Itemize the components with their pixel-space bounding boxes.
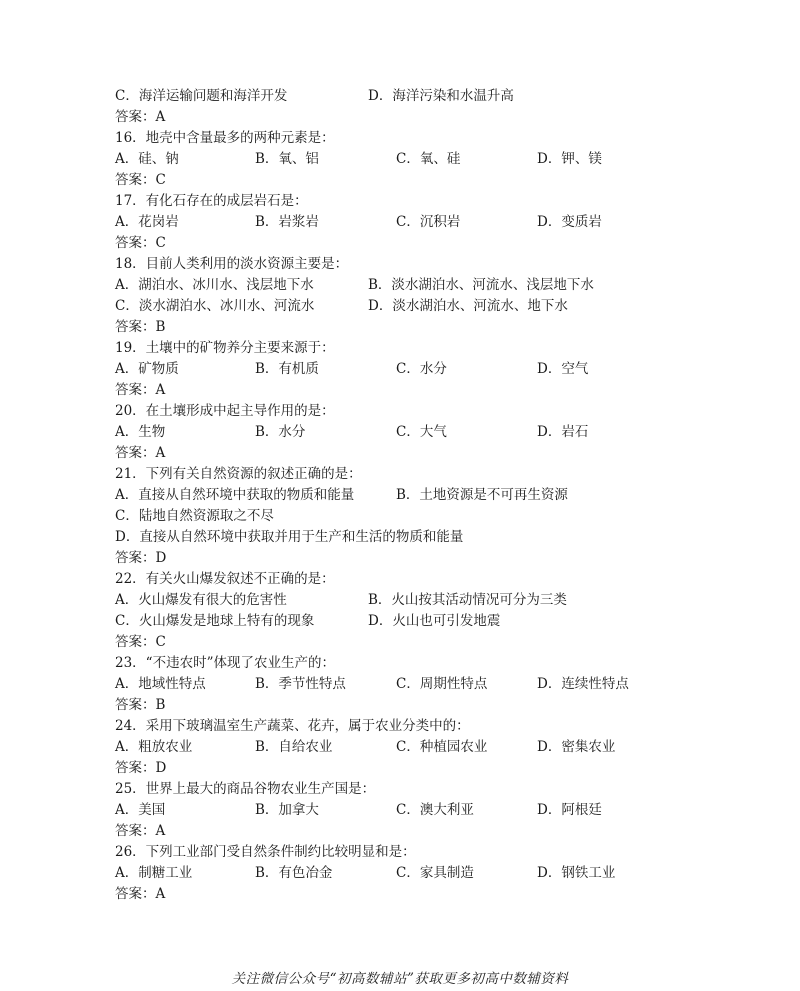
- option-b: B．岩浆岩: [255, 214, 319, 230]
- question-block: [115, 569, 715, 653]
- option-b: B．有机质: [255, 361, 319, 377]
- option-a: A．直接从自然环境中获取的物质和能量: [115, 487, 355, 503]
- question-list: [115, 128, 715, 905]
- option-a: A．制糖工业: [115, 865, 193, 881]
- answer-line: 答案：C: [115, 634, 166, 650]
- question-block: [115, 128, 715, 191]
- question-stem: 17．有化石存在的成层岩石是：: [115, 193, 308, 209]
- options-row: [115, 590, 715, 611]
- option-c: C．沉积岩: [396, 214, 461, 230]
- option-a: A．湖泊水、冰川水、浅层地下水: [115, 277, 314, 293]
- answer-line: 答案：B: [115, 319, 166, 335]
- answer-line: 答案：D: [115, 760, 167, 776]
- question-stem: 16．地壳中含量最多的两种元素是：: [115, 130, 335, 146]
- options-row: [115, 422, 715, 443]
- options-row: [115, 359, 715, 380]
- option-d: D．海洋污染和水温升高: [368, 88, 514, 104]
- option-c: C．火山爆发是地球上特有的现象: [115, 613, 315, 629]
- question-block: [115, 254, 715, 338]
- question-stem: 25．世界上最大的商品谷物农业生产国是：: [115, 781, 376, 797]
- question-stem: 20．在土壤形成中起主导作用的是：: [115, 403, 335, 419]
- options-row: [115, 800, 715, 821]
- option-d: D．淡水湖泊水、河流水、地下水: [368, 298, 568, 314]
- option-a: A．花岗岩: [115, 214, 179, 230]
- answer-line: 答案：C: [115, 172, 166, 188]
- question-stem: 22．有关火山爆发叙述不正确的是：: [115, 571, 335, 587]
- question-stem: 18．目前人类利用的淡水资源主要是：: [115, 256, 349, 272]
- options-row: [115, 149, 715, 170]
- answer-line: 答案：C: [115, 235, 166, 251]
- option-a: A．粗放农业: [115, 739, 193, 755]
- question-stem: 26．下列工业部门受自然条件制约比较明显和是：: [115, 844, 416, 860]
- question-stem: 19．土壤中的矿物养分主要来源于：: [115, 340, 335, 356]
- options-row: [115, 863, 715, 884]
- question-block: [115, 779, 715, 842]
- options-row: [115, 527, 715, 548]
- answer-line: 答案：A: [115, 823, 166, 839]
- options-row: [115, 485, 715, 506]
- option-d: D．变质岩: [537, 214, 602, 230]
- option-b: B．氧、铝: [255, 151, 319, 167]
- options-row: [115, 275, 715, 296]
- option-a: A．硅、钠: [115, 151, 179, 167]
- option-d: D．密集农业: [537, 739, 616, 755]
- question-block: [115, 401, 715, 464]
- answer-line: 答案：A: [115, 382, 166, 398]
- option-d: D．连续性特点: [537, 676, 629, 692]
- question-block: [115, 842, 715, 905]
- document-body: [115, 86, 715, 905]
- answer-line: 答案：A: [115, 109, 166, 125]
- option-c: C．淡水湖泊水、冰川水、河流水: [115, 298, 315, 314]
- option-a: A．地域性特点: [115, 676, 206, 692]
- option-c: C．澳大利亚: [396, 802, 474, 818]
- answer-line: 答案：A: [115, 445, 166, 461]
- option-d: D．阿根廷: [537, 802, 602, 818]
- options-row: [115, 212, 715, 233]
- question-block: [115, 716, 715, 779]
- option-b: B．自给农业: [255, 739, 333, 755]
- answer-line: 答案：B: [115, 697, 166, 713]
- option-c: C．陆地自然资源取之不尽: [115, 508, 274, 524]
- question-block: [115, 653, 715, 716]
- option-c: C．海洋运输问题和海洋开发: [115, 88, 288, 104]
- option-a: A．火山爆发有很大的危害性: [115, 592, 287, 608]
- answer-line: 答案：A: [115, 886, 166, 902]
- option-b: B．淡水湖泊水、河流水、浅层地下水: [368, 277, 594, 293]
- option-c: C．氧、硅: [396, 151, 461, 167]
- option-d: D．直接从自然环境中获取并用于生产和生活的物质和能量: [115, 529, 464, 545]
- option-d: D．空气: [537, 361, 589, 377]
- option-c: C．种植园农业: [396, 739, 488, 755]
- option-c: C．水分: [396, 361, 447, 377]
- question-stem: 21．下列有关自然资源的叙述正确的是：: [115, 466, 362, 482]
- question-stem: 23．“不违农时”体现了农业生产的：: [115, 655, 335, 671]
- option-d: D．火山也可引发地震: [368, 613, 501, 629]
- option-b: B．土地资源是不可再生资源: [396, 487, 568, 503]
- question-block: [115, 464, 715, 569]
- option-c: C．周期性特点: [396, 676, 488, 692]
- footer-note: 关注微信公众号“初高数辅站”获取更多初高中数辅资料: [231, 971, 569, 987]
- options-row: [115, 86, 715, 107]
- option-d: D．钾、镁: [537, 151, 602, 167]
- option-d: D．岩石: [537, 424, 589, 440]
- option-a: A．美国: [115, 802, 166, 818]
- option-a: A．生物: [115, 424, 166, 440]
- options-row: [115, 737, 715, 758]
- options-row: [115, 611, 715, 632]
- option-a: A．矿物质: [115, 361, 179, 377]
- answer-line: 答案：D: [115, 550, 167, 566]
- option-c: C．大气: [396, 424, 447, 440]
- option-b: B．加拿大: [255, 802, 319, 818]
- option-b: B．水分: [255, 424, 306, 440]
- question-block: [115, 338, 715, 401]
- options-row: [115, 674, 715, 695]
- option-b: B．季节性特点: [255, 676, 346, 692]
- options-row: [115, 506, 715, 527]
- option-c: C．家具制造: [396, 865, 474, 881]
- options-row: [115, 296, 715, 317]
- option-d: D．钢铁工业: [537, 865, 616, 881]
- question-block: [115, 191, 715, 254]
- option-b: B．有色冶金: [255, 865, 333, 881]
- question-stem: 24．采用下玻璃温室生产蔬菜、花卉，属于农业分类中的：: [115, 718, 470, 734]
- option-b: B．火山按其活动情况可分为三类: [368, 592, 567, 608]
